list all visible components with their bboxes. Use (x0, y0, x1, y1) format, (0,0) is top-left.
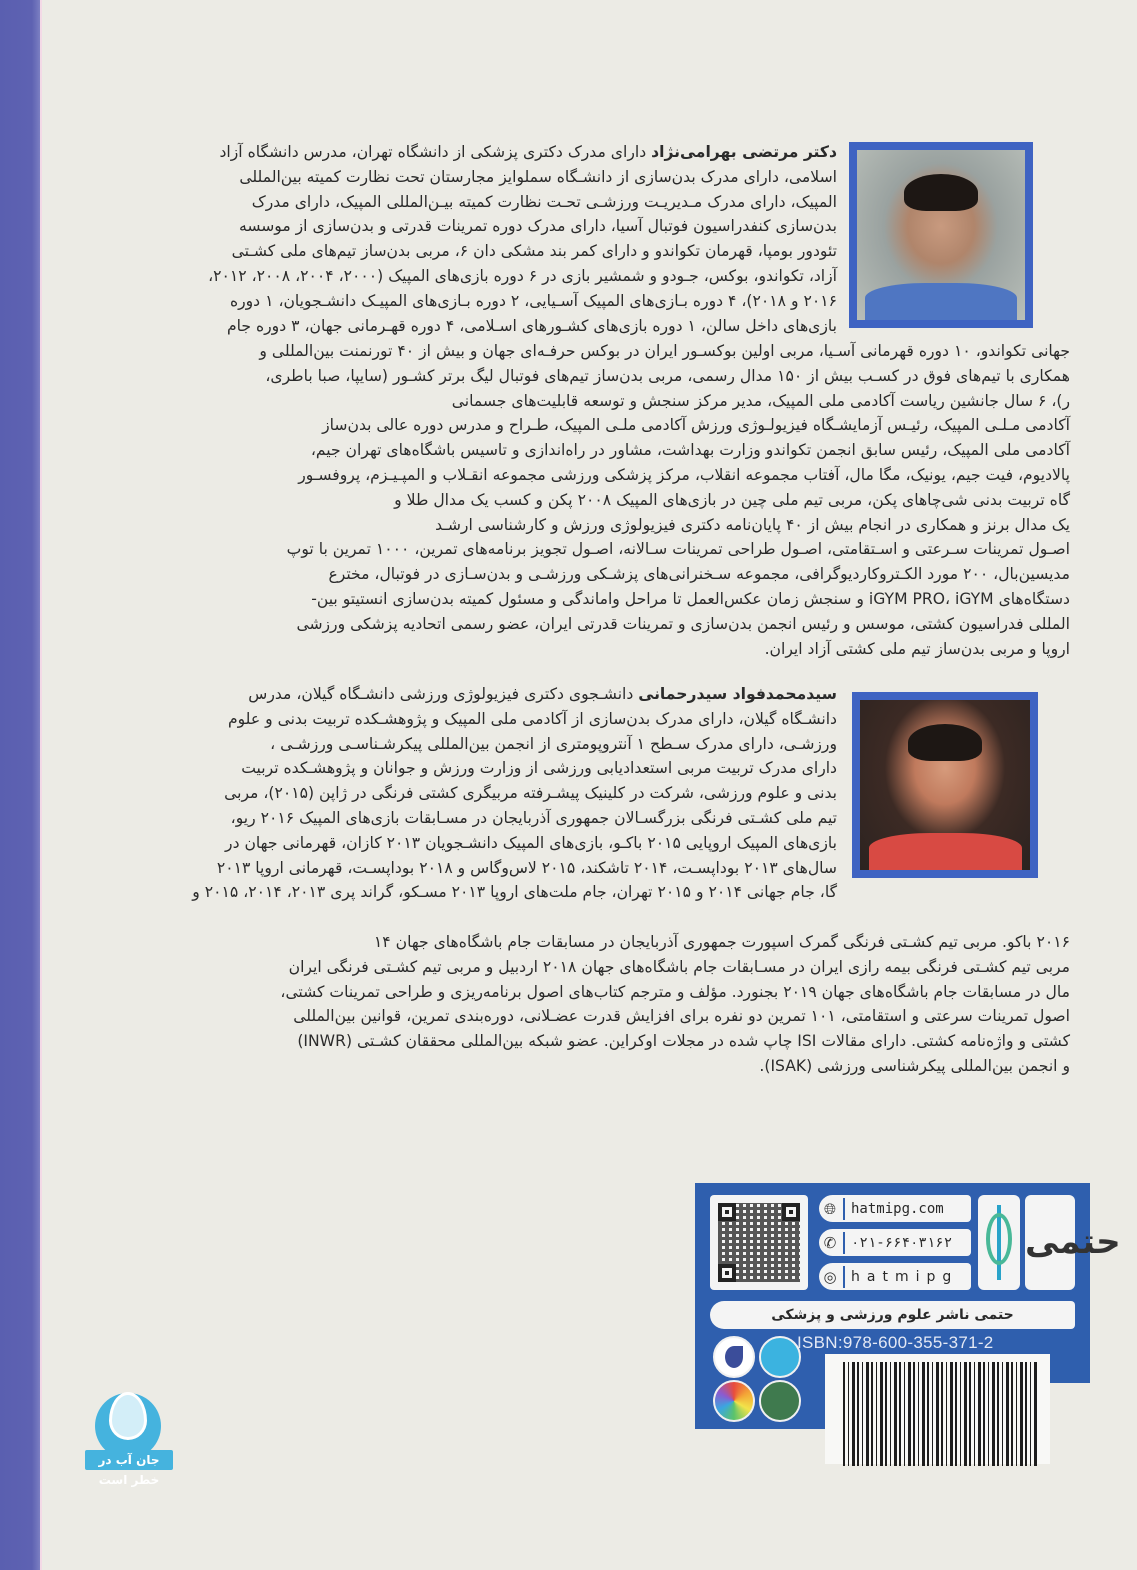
author2-bio-full (66, 930, 1070, 1079)
bio-line: دارای مدرک تربیت مربی استعدادیابی ورزشی از وزارت ورزش و جوانان و پژوهشـکده تربیت (241, 759, 837, 778)
bio-line: اسلامی، دارای مدرک بدن‌سازی از دانشـگاه سملوایز مجارستان تحت نظارت کمیته بین‌المللی (239, 167, 837, 186)
bio-line: جهانی تکواندو، ۱۰ دوره قهرمانی آسـیا، مربی اولین بوکسـور ایران در بوکس حرفـه‌ای جهان و بیش از ۴۰ تورنمنت بین‌المللی و (259, 342, 1070, 360)
bio-line: ر)، ۶ سال جانشین ریاست آکادمی ملی المپیک، مدیر مرکز سنجش و توسعه قابلیت‌های جسمانی (451, 391, 1070, 410)
bio-line: بازی‌های داخل سالن، ۱ دوره بازی‌های کشـورهای اسـلامی، ۴ دوره قهـرمانی جهان، ۳ دوره جام (226, 316, 837, 335)
bio-line: تیم ملی کشـتی فرنگی بزرگسـالان جمهوری آذربایجان در مسـابقات بازی‌های المپیک ۲۰۱۶ ریو، (230, 808, 837, 827)
author1-bio-full (66, 339, 1070, 661)
bio-line: بدنی و علوم ورزشی، شرکت در کلینیک پیشـرفته مربیگری کشتی فرنگی در ژاپن (۲۰۱۵)، مربی (224, 784, 837, 803)
publisher-tagline: حتمی ناشر علوم ورزشی و پزشکی (710, 1301, 1075, 1329)
qr-finder-icon (718, 1264, 736, 1282)
photo-hair (908, 724, 983, 761)
qr-finder-icon (718, 1203, 736, 1221)
website-text: hatmipg.com (851, 1200, 944, 1217)
runner-badge-icon (713, 1336, 755, 1378)
photo-shirt (865, 283, 1016, 320)
bio-line: دانشـگاه گیلان، دارای مدرک بدن‌سازی از آکادمی ملی المپیک و پژوهشـکده تربیت بدنی و علوم (227, 709, 837, 728)
phone-icon: ✆ (823, 1233, 837, 1252)
wheelchair-badge-icon (759, 1380, 801, 1422)
author2-bio-top: سیدمحمدفواد سیدرحمانی دانشـجوی دکتری فیزیولوژی ورزشی دانشـگاه گیلان، مدرس دانشـگاه گیلان، دارای مدرک بدن‌سازی از آکادمی ملی المپیک و پژوهشـکده تربیت بدنی و علوم ورزشـی، دارای مدرک سـطح ۱ آنتروپومتری از انجمن بین‌المللی پیکرشـناسـی ورزشـی ، دارای مدرک تربیت مربی استعدادیابی ورزشی از وزارت ورزش و جوانان و پژوهشـکده تربیت بدنی و علوم ورزشی، شرکت در کلینیک پیشـرفته مربیگری کشتی فرنگی در ژاپن (۲۰۱۵)، مربی تیم ملی کشـتی فرنگی بزرگسـالان جمهوری آذربایجان در مسـابقات بازی‌های المپیک ۲۰۱۶ ریو، بازی‌های المپیک اروپایی ۲۰۱۵ باکـو، بازی‌های المپیک دانشـجویان ۲۰۱۳ کازان، قهرمانی جهان در سال‌های ۲۰۱۳ بوداپسـت، ۲۰۱۴ تاشکند، ۲۰۱۵ لاس‌وگاس و ۲۰۱۸ بوداپسـت، قهرمانی اروپا ۲۰۱۳ گا، جام جهانی ۲۰۱۴ و ۲۰۱۵ تهران، جام ملت‌های اروپا ۲۰۱۳ مسـکو، گراند پری ۲۰۱۳، ۲۰۱۴، ۲۰۱۵ و (92, 682, 837, 905)
athlete-badge-icon (759, 1336, 801, 1378)
bio-line: آکادمی مـلـی المپیک، رئیـس آزمایشـگاه فیزیولـوژی ورزش آکادمی ملـی المپیک، طـراح و مدرس دوره عالی بدن‌ساز (322, 416, 1070, 435)
bio-line: بدن‌سازی کنفدراسیون فوتبال آسیا، دارای مدرک دوره تمرینات قدرتی و بدن‌سازی از موسسه (238, 217, 837, 236)
rainbow-badge-icon (713, 1380, 755, 1422)
bio-line: یک مدال برنز و همکاری در انجام بیش از ۴۰ پایان‌نامه دکتری فیزیولوژی ورزش و کارشناسی ارشـد (435, 515, 1070, 534)
publisher-logo: حتمی (1025, 1195, 1075, 1290)
bio-line: پالادیوم، فیت جیم، یونیک، مگا مال، آفتاب مجموعه انقلاب، مرکز پزشکی ورزشی مجموعه انقـلاب و المپـیـزم، پروفسـور (298, 465, 1070, 484)
isbn-barcode (825, 1354, 1050, 1464)
bio-line: گاه تربیت بدنی شی‌چاهای پکن، مربی تیم ملی چین در بازی‌های المپیک ۲۰۰۸ پکن و کسب یک مدال طلا و (394, 490, 1070, 509)
author1-name: دکتر مرتضی بهرامی‌نژاد (651, 143, 837, 161)
caduceus-logo-icon (978, 1195, 1020, 1290)
bio-line: گا، جام جهانی ۲۰۱۴ و ۲۰۱۵ تهران، جام ملت‌های اروپا ۲۰۱۳ مسـکو، گراند پری ۲۰۱۳، ۲۰۱۴، ۲۰۱۵ و (192, 883, 837, 902)
bio-line: ۲۰۱۶ و ۲۰۱۸)، ۴ دوره بـازی‌های المپیک آسـیایی، ۲ دوره بـازی‌های المپیـک دانشـجویان، ۱ دوره (229, 291, 837, 310)
qr-code[interactable] (710, 1195, 808, 1290)
bio-line: المپیک، دارای مدرک مـدیریـت ورزشـی تحـت نظارت کمیته بیـن‌المللی المپیک، دارای مدرک (251, 192, 837, 211)
barcode-bars (843, 1362, 1039, 1466)
bio-line: آزاد، تکواندو، بوکس، جـودو و شمشیر بازی در ۶ دوره بازی‌های المپیک (۲۰۰۰، ۲۰۰۴، ۲۰۰۸، ۲۰۱۲، (208, 266, 837, 285)
bio-line: ۲۰۱۶ باکو. مربی تیم کشـتی فرنگی گمرک اسپورت جمهوری آذربایجان در مسابقات جام باشگاه‌های جهان ۱۴ (373, 933, 1070, 951)
bio-line: مربی تیم کشـتی فرنگی بیمه رازی ایران در مسـابقات جام باشگاه‌های جهان ۲۰۱۸ اردبیل و مربی تیم کشـتی فرنگی ایران (288, 957, 1070, 976)
bio-line: اروپا و مربی بدن‌ساز تیم ملی کشتی آزاد ایران. (764, 639, 1070, 658)
book-spine (0, 0, 40, 1570)
bio-line: سال‌های ۲۰۱۳ بوداپسـت، ۲۰۱۴ تاشکند، ۲۰۱۵ لاس‌وگاس و ۲۰۱۸ بوداپسـت، قهرمانی اروپا ۲۰۱۳ (216, 858, 837, 877)
bio-line: و انجمن بین‌المللی پیکرشناسی ورزشی (ISAK). (759, 1056, 1070, 1075)
bio-line: همکاری با تیم‌های فوق در کسـب بیش از ۱۵۰ مدال رسمی، مربی بدن‌ساز تیم‌های فوتبال لیگ برتر کشـور (سایپا، صبا باطری، (265, 366, 1070, 385)
bio-line: کشتی و واژه‌نامه کشتی. دارای مقالات ISI چاپ شده در مجلات اوکراین. عضو شبکه بین‌المللی محققان کشـتی (INWR) (297, 1032, 1070, 1051)
isbn-text: ISBN:978-600-355-371-2 (797, 1333, 994, 1352)
bio-line: تئودور بومپا، قهرمان تکواندو و دارای کمر بند مشکی دان ۶، مربی بدن‌ساز تیم‌های ملی کشـتی (231, 242, 837, 261)
bio-line: بازی‌های المپیک اروپایی ۲۰۱۵ باکـو، بازی‌های المپیک دانشـجویان ۲۰۱۳ کازان، قهرمانی جهان در (225, 833, 837, 852)
bio-line: مدیسین‌بال، ۲۰۰ مورد الکـتروکاردیوگرافی، مجموعه سـخنرانی‌های پزشـکی ورزشـی و بدن‌سـازی در فوتبال، مخترع (328, 565, 1070, 584)
globe-icon: 🌐︎ (823, 1199, 836, 1218)
instagram-icon: ◎ (823, 1267, 837, 1286)
bio-line: مال در مسابقات جام باشگاه‌های جهان ۲۰۱۹ بجنورد. مؤلف و مترجم کتاب‌های اصول برنامه‌ریزی و طراحی تمرینات کشتی، (280, 982, 1070, 1001)
bio-line: ورزشـی، دارای مدرک سـطح ۱ آنتروپومتری از انجمن بین‌المللی پیکرشـناسـی ورزشـی ، (270, 734, 837, 753)
photo-hair (904, 174, 978, 211)
association-badges (695, 1354, 825, 1429)
bio-line: آکادمی ملی المپیک، رئیس سابق انجمن تکواندو وزارت بهداشت، مشاور در راه‌اندازی و تاسیس باشگاه‌های تهران جیم، (310, 441, 1070, 460)
author2-name: سیدمحمدفواد سیدرحمانی (638, 685, 837, 703)
author1-bio-top: دکتر مرتضی بهرامی‌نژاد دارای مدرک دکتری پزشکی از دانشگاه تهران، مدرس دانشگاه آزاد اسلامی، دارای مدرک بدن‌سازی از دانشـگاه سملوایز مجارستان تحت نظارت کمیته بین‌المللی المپیک، دارای مدرک مـدیریـت ورزشـی تحـت نظارت کمیته بیـن‌المللی المپیک، دارای مدرک بدن‌سازی کنفدراسیون فوتبال آسیا، دارای مدرک دوره تمرینات قدرتی و بدن‌سازی از موسسه تئودور بومپا، قهرمان تکواندو و دارای کمر بند مشکی دان ۶، مربی بدن‌ساز تیم‌های ملی کشـتی آزاد، تکواندو، بوکس، جـودو و شمشیر بازی در ۶ دوره بازی‌های المپیک (۲۰۰۰، ۲۰۰۴، ۲۰۰۸، ۲۰۱۲، ۲۰۱۶ و ۲۰۱۸)، ۴ دوره بـازی‌های المپیک آسـیایی، ۲ دوره بـازی‌های المپیـک دانشـجویان، ۱ دوره بازی‌های داخل سالن، ۱ دوره بازی‌های کشـورهای اسـلامی، ۴ دوره قهـرمانی جهان، ۳ دوره جام (92, 140, 837, 338)
instagram-link[interactable] (819, 1263, 971, 1290)
bio-line: اصول تمرینات سرعتی و استقامتی، ۱۰۱ تمرین دو نفره برای افزایش قدرت عضـلانی، دوره‌بندی تمرین، قوانین بین‌المللی (293, 1007, 1070, 1026)
author2-photo (852, 692, 1038, 878)
phone-text: ۰۲۱-۶۶۴۰۳۱۶۲ (851, 1234, 953, 1251)
author1-photo (849, 142, 1033, 328)
phone-link[interactable] (819, 1229, 971, 1256)
water-campaign-logo (85, 1388, 170, 1487)
qr-finder-icon (782, 1203, 800, 1221)
bio-line: المللی فدراسیون کشتی، موسس و رئیس انجمن بدن‌سازی و تمرینات قدرتی ایران، عضو رسمی اتحادیه پزشکی ورزشی (296, 614, 1070, 633)
bio-line: دستگاه‌های iGYM PRO، iGYM و سنجش زمان عکس‌العمل تا مراحل واماندگی و مسئول کمیته بدن‌سازی انستیتو بین- (311, 589, 1070, 608)
water-campaign-label: جان آب در خطر است (85, 1450, 173, 1470)
instagram-text: hatmipg (851, 1268, 959, 1285)
photo-shirt (869, 833, 1022, 870)
spine-edge (40, 0, 42, 1570)
website-link[interactable] (819, 1195, 971, 1222)
bio-line: اصـول تمرینات سـرعتی و اسـتقامتی، اصـول طراحی تمرینات سـالانه، اصـول تجویز برنامه‌های تمرین، ۱۰۰۰ تمرین با توپ (286, 540, 1070, 559)
